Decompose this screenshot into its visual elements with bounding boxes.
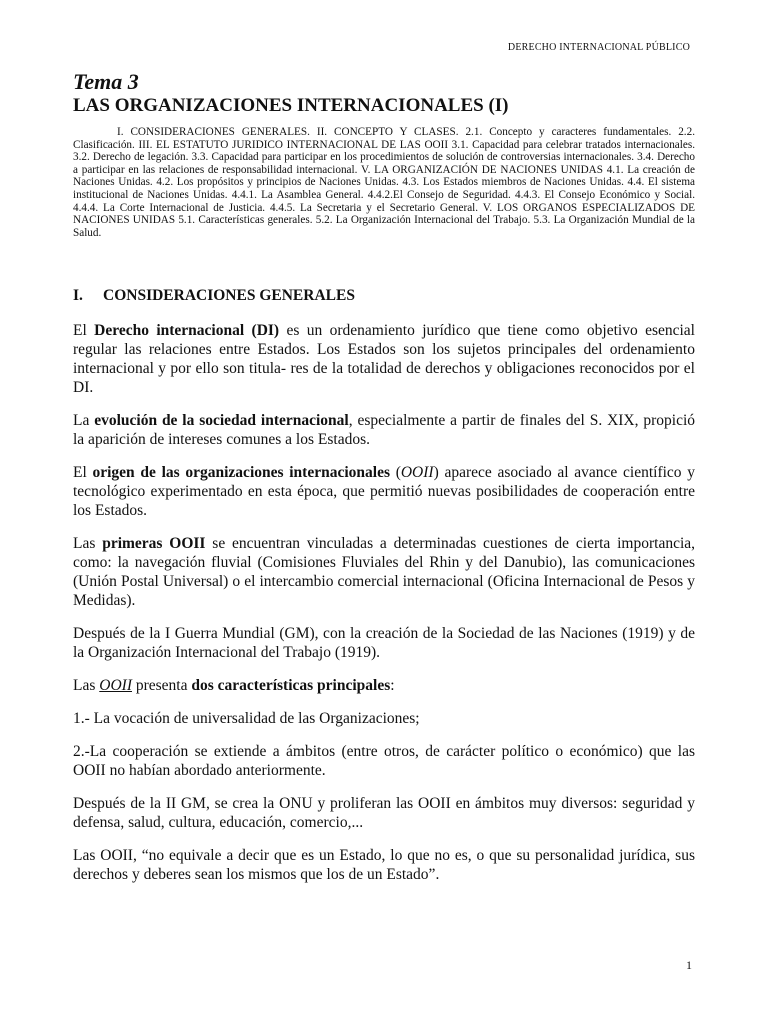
text-run: es un ordenamiento jurídico que tiene como objetivo esencial regular las relaciones entre Estados. Los Estados son los sujetos principales del ordenamiento internacional y por ello son titula- res de la totalidad de derechos y obligaciones reconocidos por el DI.	[73, 322, 695, 397]
text-run: Las	[73, 535, 103, 553]
section-number: I.	[73, 287, 83, 305]
paragraph-quote-estado: Las OOII, “no equivale a decir que es un Estado, lo que no es, o que su personalidad jurídica, sus derechos y deberes sean los mismos que los de un Estado”.	[73, 847, 695, 884]
text-run: ) aparece asociado al avance científico y tecnológico experimentado en esta época, que permitió nuevas posibilidades de cooperación entre los Estados.	[73, 464, 695, 520]
text-run: (	[389, 464, 401, 482]
paragraph-evolucion	[73, 411, 695, 449]
section-title: CONSIDERACIONES GENERALES	[103, 287, 355, 305]
bold-term: dos características principales	[191, 677, 391, 695]
text-run: presenta	[131, 677, 192, 695]
italic-underlined-term: OOII	[99, 677, 132, 695]
list-item-universalidad: 1.- La vocación de universalidad de las Organizaciones;	[73, 710, 420, 728]
list-item-cooperacion: 2.-La cooperación se extiende a ámbitos (entre otros, de carácter político o económico) que las OOII no habían abordado anteriormente.	[73, 743, 695, 780]
text-run: Las	[73, 677, 100, 695]
paragraph-derecho-internacional	[73, 321, 695, 397]
text-run: La	[73, 412, 95, 430]
running-header: DERECHO INTERNACIONAL PÚBLICO	[507, 42, 690, 53]
bold-term: evolución de la sociedad internacional	[94, 412, 349, 430]
bold-term: Derecho internacional (DI)	[94, 322, 280, 340]
text-run: El	[73, 464, 93, 482]
page-number: 1	[686, 958, 692, 972]
section-heading	[73, 287, 695, 305]
paragraph-primeras-ooii	[73, 534, 695, 610]
paragraph-caracteristicas	[73, 676, 695, 695]
bold-term: primeras OOII	[102, 535, 206, 553]
text-run: :	[390, 677, 395, 695]
table-of-contents-summary: I. CONSIDERACIONES GENERALES. II. CONCEPTO Y CLASES. 2.1. Concepto y caracteres fundamentales. 2.2. Clasificación. III. EL ESTATUTO JURIDICO INTERNACIONAL DE LAS OOII 3.1. Capacidad para celebrar tratados internacionales. 3.2. Derecho de legación. 3.3. Capacidad para participar en los procedimientos de solución de controversias internacionales. 3.4. Derecho a participar en las relaciones de responsabilidad internacional. V. LA ORGANIZACIÓN DE NACIONES UNIDAS 4.1. La creación de Naciones Unidas. 4.2. Los propósitos y principios de Naciones Unidas. 4.3. Los Estados miembros de Naciones Unidas. 4.4. El sistema institucional de Naciones Unidas. 4.4.1. La Asamblea General. 4.4.2.El Consejo de Seguridad. 4.4.3. El Consejo Económico y Social. 4.4.4. La Corte Internacional de Justicia. 4.4.5. La Secretaria y el Secretario General. V. LOS ORGANOS ESPECIALIZADOS DE NACIONES UNIDAS 5.1. Características generales. 5.2. La Organización Internacional del Trabajo. 5.3. La Organización Mundial de la Salud.	[73, 126, 695, 239]
paragraph-primera-guerra: Después de la I Guerra Mundial (GM), con la creación de la Sociedad de las Naciones (1919) y de la Organización Internacional del Trabajo (1919).	[73, 625, 695, 662]
text-run: , especialmente a partir de finales del S. XIX, propició la aparición de intereses comunes a los Estados.	[73, 412, 695, 449]
italic-term: OOII	[400, 464, 434, 482]
document-content	[73, 70, 695, 898]
text-run: El	[73, 322, 95, 340]
bold-term: origen de las organizaciones internacionales	[92, 464, 390, 482]
page-title: LAS ORGANIZACIONES INTERNACIONALES (I)	[73, 95, 509, 116]
paragraph-origen	[73, 463, 695, 520]
text-run: se encuentran vinculadas a determinadas cuestiones de cierta importancia, como: la navegación fluvial (Comisiones Fluviales del Rhin y del Danubio), las comunicaciones (Unión Postal Universal) o el intercambio comercial internacional (Oficina Internacional de Pesos y Medidas).	[73, 535, 696, 610]
topic-number: Tema 3	[73, 69, 139, 94]
paragraph-segunda-guerra: Después de la II GM, se crea la ONU y proliferan las OOII en ámbitos muy diversos: seguridad y defensa, salud, cultura, educación, comercio,...	[73, 795, 695, 832]
